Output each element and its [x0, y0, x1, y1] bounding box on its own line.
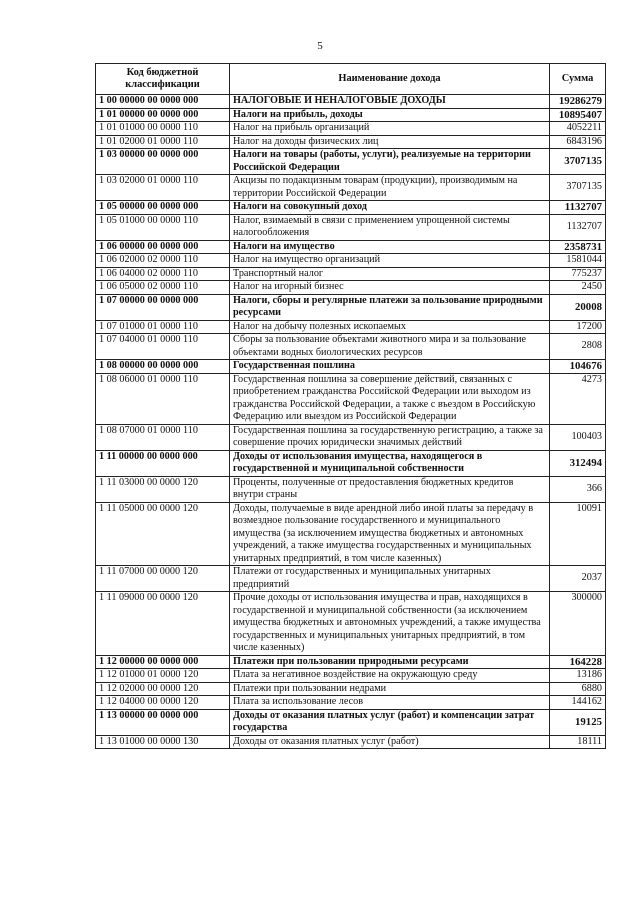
table-row	[96, 592, 606, 656]
budget-code-cell: 1 03 02000 01 0000 110	[96, 175, 230, 201]
budget-code-cell: 1 06 02000 02 0000 110	[96, 254, 230, 268]
budget-code-cell: 1 01 02000 01 0000 110	[96, 135, 230, 149]
budget-code-cell: 1 03 00000 00 0000 000	[96, 149, 230, 175]
budget-code-cell: 1 06 05000 02 0000 110	[96, 281, 230, 295]
amount-cell: 3707135	[550, 175, 606, 201]
amount-cell: 19286279	[550, 95, 606, 109]
column-header-code: Код бюджетной классификации	[96, 64, 230, 95]
revenue-name-cell: Доходы, получаемые в виде арендной либо иной платы за передачу в возмездное пользование государственного и муниципального имущества (за исключением имущества бюджетных и автономных учреждений, а также имущества государственных и муниципальных унитарных предприятий, в том числе казенных)	[230, 502, 550, 566]
amount-cell: 164228	[550, 655, 606, 669]
budget-code-cell: 1 01 00000 00 0000 000	[96, 108, 230, 122]
table-row	[96, 682, 606, 696]
budget-code-cell: 1 12 04000 00 0000 120	[96, 696, 230, 710]
amount-cell: 4273	[550, 373, 606, 424]
amount-cell: 6880	[550, 682, 606, 696]
budget-code-cell: 1 11 07000 00 0000 120	[96, 566, 230, 592]
table-row	[96, 135, 606, 149]
table-header-row	[96, 64, 606, 95]
page-number: 5	[317, 40, 323, 52]
table-row	[96, 214, 606, 240]
revenue-name-cell: Доходы от оказания платных услуг (работ)	[230, 735, 550, 749]
budget-code-cell: 1 13 00000 00 0000 000	[96, 709, 230, 735]
column-header-name: Наименование дохода	[230, 64, 550, 95]
revenue-name-cell: Налоги на прибыль, доходы	[230, 108, 550, 122]
amount-cell: 2358731	[550, 240, 606, 254]
table-row	[96, 201, 606, 215]
budget-code-cell: 1 06 04000 02 0000 110	[96, 267, 230, 281]
table-row	[96, 95, 606, 109]
budget-code-cell: 1 01 01000 00 0000 110	[96, 122, 230, 136]
column-header-amount: Сумма	[550, 64, 606, 95]
revenue-name-cell: Налоги на товары (работы, услуги), реализуемые на территории Российской Федерации	[230, 149, 550, 175]
revenue-name-cell: Проценты, полученные от предоставления бюджетных кредитов внутри страны	[230, 476, 550, 502]
budget-code-cell: 1 06 00000 00 0000 000	[96, 240, 230, 254]
amount-cell: 312494	[550, 450, 606, 476]
revenue-name-cell: Налог на игорный бизнес	[230, 281, 550, 295]
budget-code-cell: 1 05 01000 00 0000 110	[96, 214, 230, 240]
budget-code-cell: 1 12 00000 00 0000 000	[96, 655, 230, 669]
budget-code-cell: 1 12 02000 00 0000 120	[96, 682, 230, 696]
table-row	[96, 424, 606, 450]
budget-code-cell: 1 13 01000 00 0000 130	[96, 735, 230, 749]
budget-code-cell: 1 08 00000 00 0000 000	[96, 360, 230, 374]
revenue-name-cell: Государственная пошлина за совершение действий, связанных с приобретением гражданства Российской Федерации или выходом из гражданства Российской Федерации, а также с въездом в Российскую Федерацию или выездом из Российской Федерации	[230, 373, 550, 424]
amount-cell: 20008	[550, 294, 606, 320]
revenue-name-cell: Налог на прибыль организаций	[230, 122, 550, 136]
table-row	[96, 566, 606, 592]
table-row	[96, 320, 606, 334]
table-row	[96, 735, 606, 749]
budget-code-cell: 1 11 09000 00 0000 120	[96, 592, 230, 656]
amount-cell: 6843196	[550, 135, 606, 149]
table-row	[96, 149, 606, 175]
budget-code-cell: 1 08 07000 01 0000 110	[96, 424, 230, 450]
amount-cell: 775237	[550, 267, 606, 281]
budget-code-cell: 1 07 00000 00 0000 000	[96, 294, 230, 320]
amount-cell: 2808	[550, 334, 606, 360]
table-row	[96, 696, 606, 710]
table-row	[96, 240, 606, 254]
table-row	[96, 108, 606, 122]
table-row	[96, 669, 606, 683]
table-row	[96, 122, 606, 136]
budget-code-cell: 1 11 05000 00 0000 120	[96, 502, 230, 566]
amount-cell: 17200	[550, 320, 606, 334]
table-body	[96, 95, 606, 749]
table-row	[96, 175, 606, 201]
budget-code-cell: 1 12 01000 01 0000 120	[96, 669, 230, 683]
amount-cell: 10091	[550, 502, 606, 566]
table-row	[96, 254, 606, 268]
table-row	[96, 267, 606, 281]
revenue-name-cell: Платежи при пользовании природными ресурсами	[230, 655, 550, 669]
revenue-name-cell: Государственная пошлина за государственную регистрацию, а также за совершение прочих юридически значимых действий	[230, 424, 550, 450]
amount-cell: 18111	[550, 735, 606, 749]
amount-cell: 2037	[550, 566, 606, 592]
budget-code-cell: 1 00 00000 00 0000 000	[96, 95, 230, 109]
table-row	[96, 476, 606, 502]
revenue-name-cell: Платежи при пользовании недрами	[230, 682, 550, 696]
table-row	[96, 334, 606, 360]
amount-cell: 104676	[550, 360, 606, 374]
budget-code-cell: 1 07 04000 01 0000 110	[96, 334, 230, 360]
revenue-name-cell: Платежи от государственных и муниципальных унитарных предприятий	[230, 566, 550, 592]
revenue-name-cell: Прочие доходы от использования имущества и прав, находящихся в государственной и муниципальной собственности (за исключением имущества бюджетных и автономных учреждений, а также имущества государственных и муниципальных унитарных предприятий, в том числе казенных)	[230, 592, 550, 656]
revenue-name-cell: Сборы за пользование объектами животного мира и за пользование объектами водных биологических ресурсов	[230, 334, 550, 360]
amount-cell: 1132707	[550, 214, 606, 240]
table-row	[96, 502, 606, 566]
revenue-name-cell: Транспортный налог	[230, 267, 550, 281]
table-row	[96, 709, 606, 735]
revenue-name-cell: Налоги на имущество	[230, 240, 550, 254]
revenue-name-cell: Плата за использование лесов	[230, 696, 550, 710]
amount-cell: 10895407	[550, 108, 606, 122]
amount-cell: 4052211	[550, 122, 606, 136]
amount-cell: 100403	[550, 424, 606, 450]
amount-cell: 1581044	[550, 254, 606, 268]
table-row	[96, 373, 606, 424]
table-row	[96, 360, 606, 374]
revenue-table	[95, 63, 606, 749]
amount-cell: 144162	[550, 696, 606, 710]
revenue-name-cell: Налог на имущество организаций	[230, 254, 550, 268]
budget-code-cell: 1 11 00000 00 0000 000	[96, 450, 230, 476]
revenue-name-cell: НАЛОГОВЫЕ И НЕНАЛОГОВЫЕ ДОХОДЫ	[230, 95, 550, 109]
revenue-name-cell: Государственная пошлина	[230, 360, 550, 374]
amount-cell: 1132707	[550, 201, 606, 215]
amount-cell: 13186	[550, 669, 606, 683]
revenue-name-cell: Налоги, сборы и регулярные платежи за пользование природными ресурсами	[230, 294, 550, 320]
budget-code-cell: 1 08 06000 01 0000 110	[96, 373, 230, 424]
revenue-name-cell: Акцизы по подакцизным товарам (продукции), производимым на территории Российской Федерации	[230, 175, 550, 201]
table-row	[96, 281, 606, 295]
revenue-name-cell: Налоги на совокупный доход	[230, 201, 550, 215]
table-row	[96, 655, 606, 669]
amount-cell: 19125	[550, 709, 606, 735]
table-row	[96, 450, 606, 476]
amount-cell: 300000	[550, 592, 606, 656]
table-row	[96, 294, 606, 320]
revenue-name-cell: Налог, взимаемый в связи с применением упрощенной системы налогообложения	[230, 214, 550, 240]
amount-cell: 3707135	[550, 149, 606, 175]
amount-cell: 2450	[550, 281, 606, 295]
revenue-name-cell: Налог на добычу полезных ископаемых	[230, 320, 550, 334]
revenue-name-cell: Плата за негативное воздействие на окружающую среду	[230, 669, 550, 683]
budget-code-cell: 1 05 00000 00 0000 000	[96, 201, 230, 215]
revenue-name-cell: Доходы от использования имущества, находящегося в государственной и муниципальной собственности	[230, 450, 550, 476]
budget-code-cell: 1 11 03000 00 0000 120	[96, 476, 230, 502]
amount-cell: 366	[550, 476, 606, 502]
revenue-name-cell: Налог на доходы физических лиц	[230, 135, 550, 149]
revenue-name-cell: Доходы от оказания платных услуг (работ) и компенсации затрат государства	[230, 709, 550, 735]
budget-code-cell: 1 07 01000 01 0000 110	[96, 320, 230, 334]
